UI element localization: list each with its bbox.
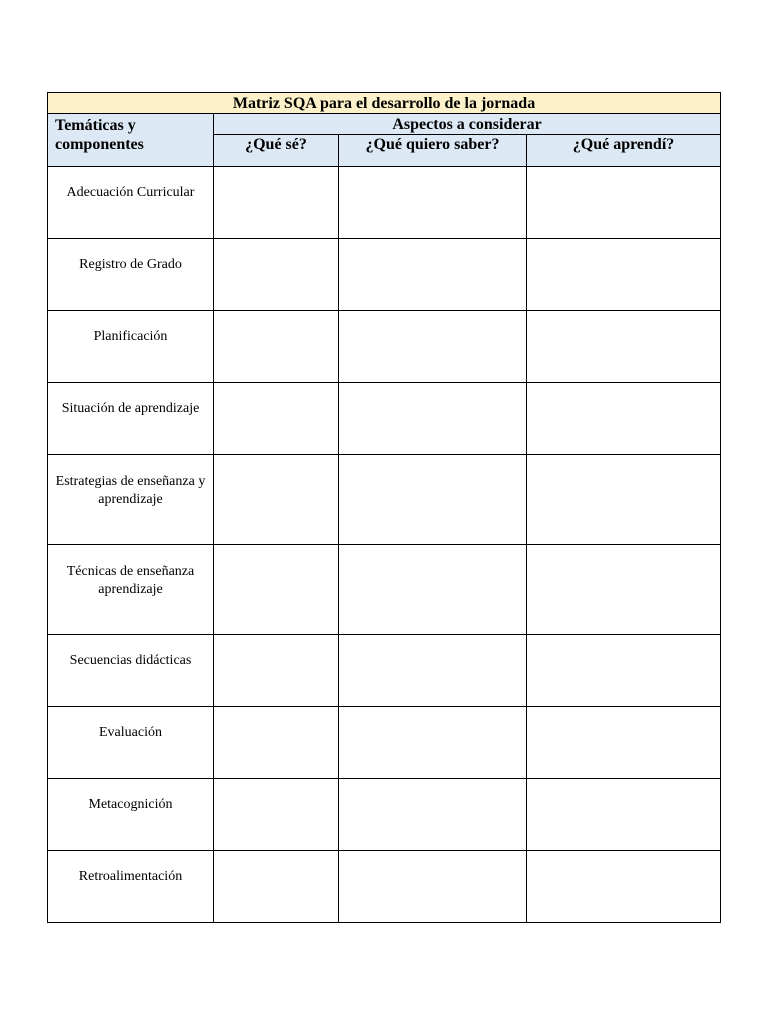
cell-que-aprendi[interactable] xyxy=(527,851,721,923)
row-topic: Adecuación Curricular xyxy=(48,167,214,239)
cell-que-se[interactable] xyxy=(214,239,339,311)
cell-que-aprendi[interactable] xyxy=(527,707,721,779)
header-row xyxy=(48,114,721,135)
table-row xyxy=(48,851,721,923)
cell-que-aprendi[interactable] xyxy=(527,635,721,707)
row-topic: Situación de aprendizaje xyxy=(48,383,214,455)
row-topic: Técnicas de enseñanza aprendizaje xyxy=(48,545,214,635)
cell-que-quiero-saber[interactable] xyxy=(339,779,527,851)
table-row xyxy=(48,239,721,311)
cell-que-aprendi[interactable] xyxy=(527,779,721,851)
cell-que-quiero-saber[interactable] xyxy=(339,167,527,239)
column-header-que-se: ¿Qué sé? xyxy=(214,135,339,167)
cell-que-quiero-saber[interactable] xyxy=(339,455,527,545)
table-row xyxy=(48,635,721,707)
cell-que-quiero-saber[interactable] xyxy=(339,545,527,635)
table-title: Matriz SQA para el desarrollo de la jornada xyxy=(48,93,721,114)
row-topic: Retroalimentación xyxy=(48,851,214,923)
table-row xyxy=(48,383,721,455)
table-row xyxy=(48,779,721,851)
cell-que-se[interactable] xyxy=(214,311,339,383)
cell-que-quiero-saber[interactable] xyxy=(339,383,527,455)
table-row xyxy=(48,167,721,239)
row-topic: Registro de Grado xyxy=(48,239,214,311)
cell-que-quiero-saber[interactable] xyxy=(339,311,527,383)
sqa-matrix-table xyxy=(47,92,721,923)
topics-header: Temáticas y componentes xyxy=(48,114,214,167)
cell-que-aprendi[interactable] xyxy=(527,239,721,311)
cell-que-quiero-saber[interactable] xyxy=(339,707,527,779)
cell-que-se[interactable] xyxy=(214,779,339,851)
table-row xyxy=(48,545,721,635)
row-topic: Planificación xyxy=(48,311,214,383)
table-row xyxy=(48,455,721,545)
row-topic: Secuencias didácticas xyxy=(48,635,214,707)
row-topic: Estrategias de enseñanza y aprendizaje xyxy=(48,455,214,545)
row-topic: Metacognición xyxy=(48,779,214,851)
cell-que-quiero-saber[interactable] xyxy=(339,635,527,707)
cell-que-aprendi[interactable] xyxy=(527,383,721,455)
title-row xyxy=(48,93,721,114)
cell-que-quiero-saber[interactable] xyxy=(339,239,527,311)
cell-que-aprendi[interactable] xyxy=(527,311,721,383)
cell-que-se[interactable] xyxy=(214,167,339,239)
cell-que-aprendi[interactable] xyxy=(527,545,721,635)
cell-que-se[interactable] xyxy=(214,851,339,923)
column-header-que-aprendi: ¿Qué aprendí? xyxy=(527,135,721,167)
cell-que-aprendi[interactable] xyxy=(527,455,721,545)
aspects-header: Aspectos a considerar xyxy=(214,114,721,135)
cell-que-se[interactable] xyxy=(214,455,339,545)
cell-que-se[interactable] xyxy=(214,635,339,707)
row-topic: Evaluación xyxy=(48,707,214,779)
cell-que-se[interactable] xyxy=(214,383,339,455)
cell-que-quiero-saber[interactable] xyxy=(339,851,527,923)
table-row xyxy=(48,707,721,779)
cell-que-se[interactable] xyxy=(214,707,339,779)
cell-que-aprendi[interactable] xyxy=(527,167,721,239)
table-row xyxy=(48,311,721,383)
column-header-que-quiero-saber: ¿Qué quiero saber? xyxy=(339,135,527,167)
cell-que-se[interactable] xyxy=(214,545,339,635)
